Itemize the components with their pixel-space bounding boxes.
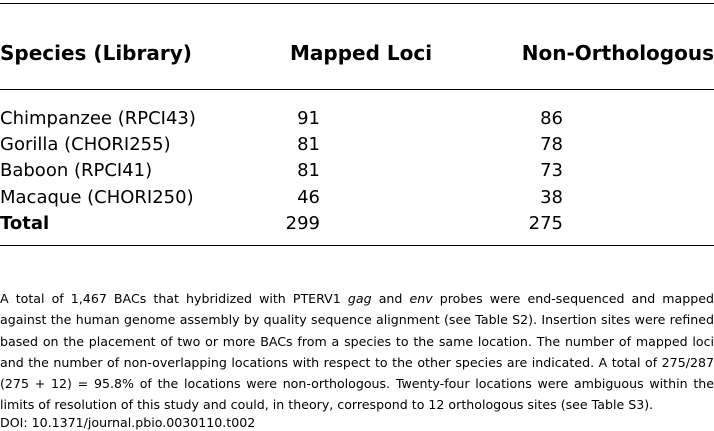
table-footnote xyxy=(0,288,714,416)
species-cell: Macaque (CHORI250) xyxy=(0,187,194,208)
total-non-orthologous: 275 xyxy=(528,213,563,234)
non-orthologous-cell: 78 xyxy=(540,134,563,155)
footnote-text-1: A total of 1,467 BACs that hybridized with PTERV1 xyxy=(0,291,348,306)
total-label: Total xyxy=(0,213,50,234)
mapped-loci-cell: 46 xyxy=(297,187,320,208)
total-mapped-loci: 299 xyxy=(285,213,320,234)
species-cell: Baboon (RPCI41) xyxy=(0,160,153,181)
footnote-text-3: probes were end-sequenced and mapped against the human genome assembly by quality sequence alignment (see Table S2). Insertion sites were refined based on the placement of two or more BACs from a species to the same location. The number of mapped loci and the number of non-overlapping locations with respect to the other species are indicated. A total of 275/287 (275 + 12) = 95.8% of the locations were non-orthologous. Twenty-four locations were ambiguous within the limits of resolution of this study and could, in theory, correspond to 12 orthologous sites (see Table S3). xyxy=(0,291,714,413)
species-cell: Gorilla (CHORI255) xyxy=(0,134,171,155)
non-orthologous-cell: 73 xyxy=(540,160,563,181)
mapped-loci-cell: 81 xyxy=(297,160,320,181)
mapped-loci-cell: 91 xyxy=(297,108,320,129)
species-cell: Chimpanzee (RPCI43) xyxy=(0,108,196,129)
header-rule xyxy=(0,89,714,90)
mapped-loci-cell: 81 xyxy=(297,134,320,155)
table-bottom-rule xyxy=(0,245,714,246)
header-non-orthologous: Non-Orthologous xyxy=(521,41,714,65)
gene-env: env xyxy=(409,291,433,306)
non-orthologous-cell: 38 xyxy=(540,187,563,208)
header-species: Species (Library) xyxy=(0,41,192,65)
header-mapped-loci: Mapped Loci xyxy=(290,41,433,65)
table-top-rule xyxy=(0,3,714,4)
non-orthologous-cell: 86 xyxy=(540,108,563,129)
footnote-text-2: and xyxy=(371,291,410,306)
doi-line: DOI: 10.1371/journal.pbio.0030110.t002 xyxy=(0,415,256,430)
gene-gag: gag xyxy=(347,291,372,306)
